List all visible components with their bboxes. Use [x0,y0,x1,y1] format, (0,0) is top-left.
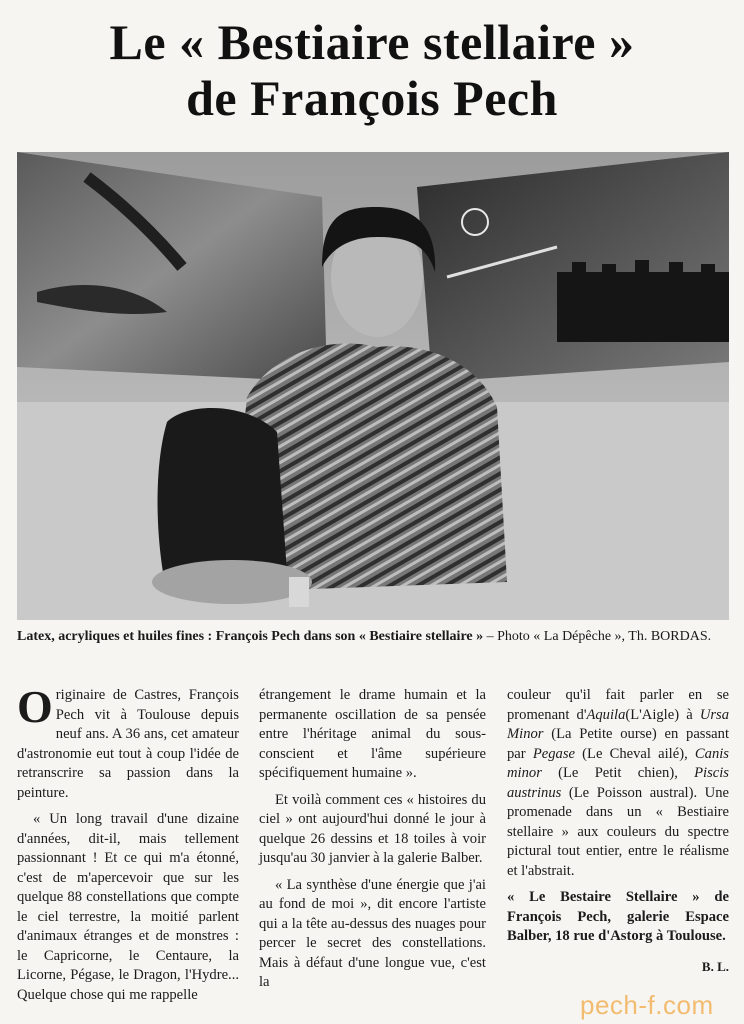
article-column-2 [259,686,486,1000]
paragraph [17,681,239,803]
text-run: (Le Petit chien), [541,765,695,781]
portrait-hands [152,560,312,604]
constellation-name: Piscis austrinus [507,765,729,801]
headline-line-1: Le « Bestiaire stellaire » [109,14,635,70]
watermark: pech-f.com [580,990,714,1020]
author-initials: B. L. [701,958,729,974]
constellation-name: Pegase [532,745,575,762]
paragraph: étrangement le drame humain et la permanente oscillation de sa pensée entre l'héritage animal du sous-conscient et l'âme supérieure spécifiquement humaine ». [259,687,486,781]
headline-line-2: de François Pech [186,70,558,126]
text-run: (Le Poisson austral). Une promenade dans un « Bestiaire stellaire » aux couleurs du spectre pictural tout entier, entre le réalisme et l'abstrait. [507,784,729,879]
paragraph: « Un long travail d'une dizaine d'années, dit-il, mais tellement passionnant ! Et ce qui m'a étonné, c'est de m'apercevoir que sur les quelque 88 constellations que compte le ciel terrestre, la moitié parlent d'animaux étranges et de monstres : le Capricorne, le Centaure, la Licorne, Pégase, le Dragon, l'Hydre... Quelque chose qui me rappelle [17,811,239,1003]
text-run: (L'Aigle) à [625,706,700,723]
stonehenge-figure [557,272,729,342]
paragraph: « La synthèse d'une énergie que j'ai au fond de moi », dit encore l'artiste qui a la tête au-dessus des nuages pour percer le secret des constellations. Mais à défaut d'une longue vue, c'est la [259,876,486,990]
constellation-name: Canis minor [507,745,729,781]
caption-credit: – Photo « La Dépêche », Th. BORDAS. [483,629,712,644]
paragraph: Et voilà comment ces « histoires du ciel » ont aujourd'hui donné le jour à quelque 26 dessins et 18 toiles à voir jusqu'au 30 janvier à la galerie Balber. [259,791,486,866]
constellation-name: Ursa Minor [507,706,730,742]
drop-cap: O [17,681,53,732]
paragraph-text: riginaire de Castres, François Pech vit à Toulouse depuis neuf ans. A 36 ans, cet amateur d'astronomie eut tout à coup l'idée de retranscrire sa passion dans la peinture. [17,687,239,801]
exhibition-info: « Le Bestaire Stellaire » de François Pech, galerie Espace Balber, 18 rue d'Astorg à Toulouse. [507,889,729,944]
paragraph [507,686,729,881]
article-column-1 [17,681,239,1012]
text-run: couleur qu'il fait parler en se promenant d' [507,687,729,723]
text-run: (La Petite ourse) en passant par [507,726,729,762]
caption-bold: Latex, acryliques et huiles fines : François Pech dans son « Bestiaire stellaire » [17,629,484,644]
article-column-3 [507,686,729,976]
headline [0,14,744,126]
wristwatch [289,577,309,607]
article-photo [17,152,729,620]
constellation-name: Aquila [586,706,626,723]
photo-illustration [17,152,729,620]
photo-caption [17,628,729,646]
text-run: (Le Cheval ailé), [574,745,695,762]
